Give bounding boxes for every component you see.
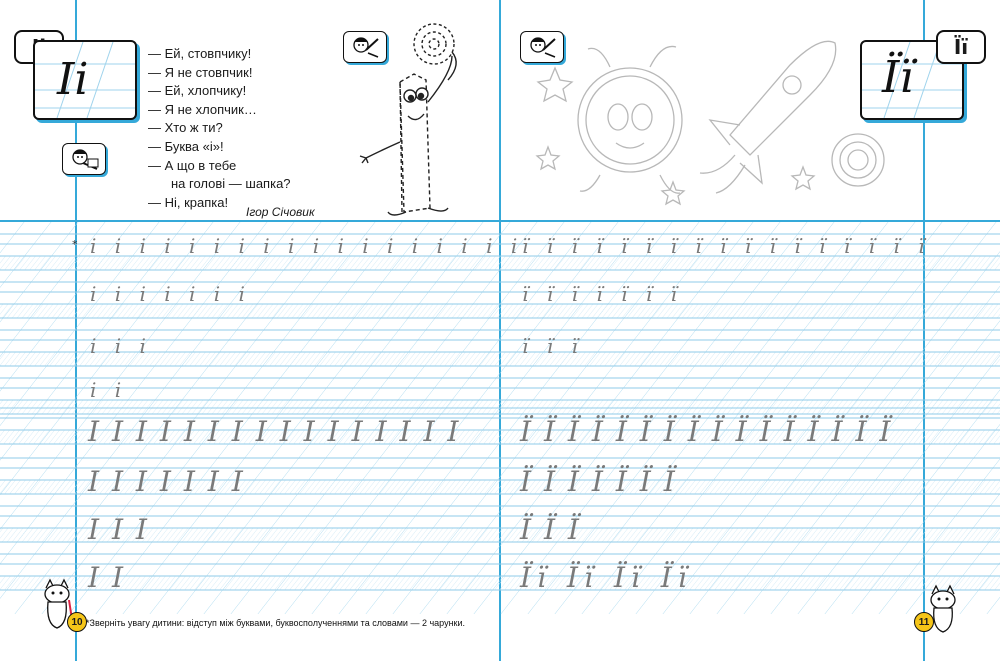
page-number-left: 10 (67, 612, 87, 632)
row-uppercase-i-full: І І І І І І І І І І І І І І І І (88, 415, 461, 448)
row-lowercase-i-full: і і і і і і і і і і і і і і і і і і (90, 234, 524, 258)
row-lowercase-yi-6: ї ї ї ї ї ї ї (522, 282, 683, 306)
row-lowercase-i-6: і і і і і і і (90, 282, 251, 306)
letter-tag-yi: Її (936, 30, 986, 64)
cursive-letter-box-i (33, 40, 137, 120)
poem-line: — Буква «і»! (148, 138, 224, 154)
hatch-band (0, 304, 1000, 318)
row-lowercase-i-2: і і (90, 378, 128, 402)
poem-line: — Хто ж ти? (148, 120, 223, 136)
row-uppercase-i-3: І І І (88, 513, 149, 546)
row-uppercase-yi-3: Ї Ї Ї (520, 513, 581, 546)
hatch-band (0, 256, 1000, 270)
row-syllables-yi: Її Її Її Її (520, 561, 693, 594)
row-uppercase-yi-6: Ї Ї Ї Ї Ї Ї Ї (520, 465, 677, 498)
row-uppercase-i-6: І І І І І І І (88, 465, 245, 498)
poem-line: — Я не стовпчик! (148, 64, 253, 80)
poem-author: Ігор Січовик (246, 205, 315, 219)
footer-note: *Зверніть увагу дитини: відступ між буквами, буквосполученнями та словами — 2 чарунки. (86, 618, 466, 628)
hatch-band (0, 400, 1000, 414)
row-lowercase-yi-3: ї ї ї (522, 334, 584, 358)
row-uppercase-i-2: І І (88, 561, 126, 594)
poem-line: — Ей, стовпчику! (148, 46, 252, 61)
row-lowercase-i-3: і і і (90, 334, 152, 358)
page-number-right: 11 (914, 612, 934, 632)
poem-line: на голові — шапка? (171, 176, 291, 192)
poem-line: — А що в тебе (148, 157, 237, 173)
row-uppercase-yi-full: Ї Ї Ї Ї Ї Ї Ї Ї Ї Ї Ї Ї Ї Ї Ї Ї (520, 415, 893, 448)
poem-line: — Я не хлопчик… (148, 101, 257, 117)
row-lowercase-yi-full: ї ї ї ї ї ї ї ї ї ї ї ї ї ї ї ї ї (522, 234, 931, 258)
letter-i-character-illustration (352, 22, 492, 217)
cursive-letter-yi: Її (882, 52, 914, 103)
poem (148, 45, 291, 212)
space-coloring-illustration (530, 25, 890, 210)
poem-line: — Ей, хлопчику! (148, 83, 247, 99)
footnote-marker: * (72, 238, 78, 251)
poem-line: — Ні, крапка! (148, 194, 229, 210)
boy-writing-icon (62, 143, 106, 175)
hatch-band (0, 576, 1000, 590)
cursive-letter-i: Іі (57, 54, 89, 105)
hatch-band (0, 528, 1000, 542)
